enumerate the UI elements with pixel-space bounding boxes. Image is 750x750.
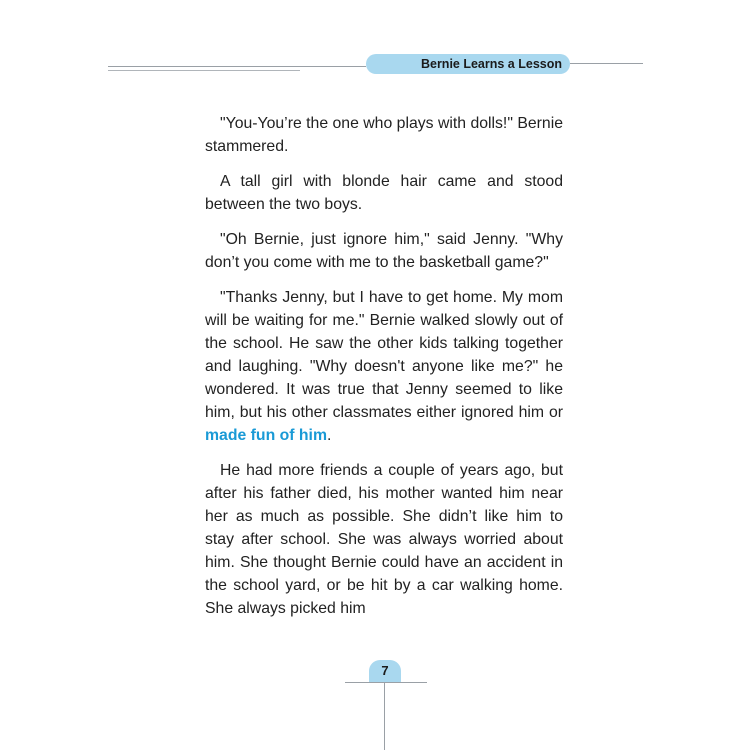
paragraph-4-end: . [327, 427, 332, 444]
header-rule-left-lower [108, 70, 300, 71]
paragraph-4-text: "Thanks Jenny, but I have to get home. My mom will be waiting for me." Bernie walked slowly out of the school. He saw the other kids talking together and laughing. "Why doesn't anyone like me?" he wondered. It was true that Jenny seemed to like him, but his other classmates either ignored him or [205, 289, 563, 421]
body-text [205, 112, 563, 632]
paragraph-2: A tall girl with blonde hair came and stood between the two boys. [205, 173, 563, 213]
running-header-title: Bernie Learns a Lesson [420, 57, 562, 71]
paragraph-3: "Oh Bernie, just ignore him," said Jenny. "Why don’t you come with me to the basketball game?" [205, 231, 563, 271]
running-header [366, 54, 570, 74]
header-rule-right [570, 63, 643, 64]
footer-vertical-line [384, 682, 385, 750]
page-number: 7 [381, 663, 389, 678]
page-number-tab [369, 660, 401, 682]
paragraph-5: He had more friends a couple of years ago, but after his father died, his mother wanted him near her as much as possible. She didn’t like him to stay after school. She was always worried about him. She thought Bernie could have an accident in the school yard, or be hit by a car walking home. She always picked him [205, 462, 563, 617]
paragraph-4 [205, 286, 563, 447]
paragraph-1: "You-You’re the one who plays with dolls!" Bernie stammered. [205, 115, 563, 155]
header-rule-left-upper [108, 66, 366, 67]
footer-rule [345, 682, 427, 683]
vocabulary-highlight: made fun of him [205, 427, 327, 444]
